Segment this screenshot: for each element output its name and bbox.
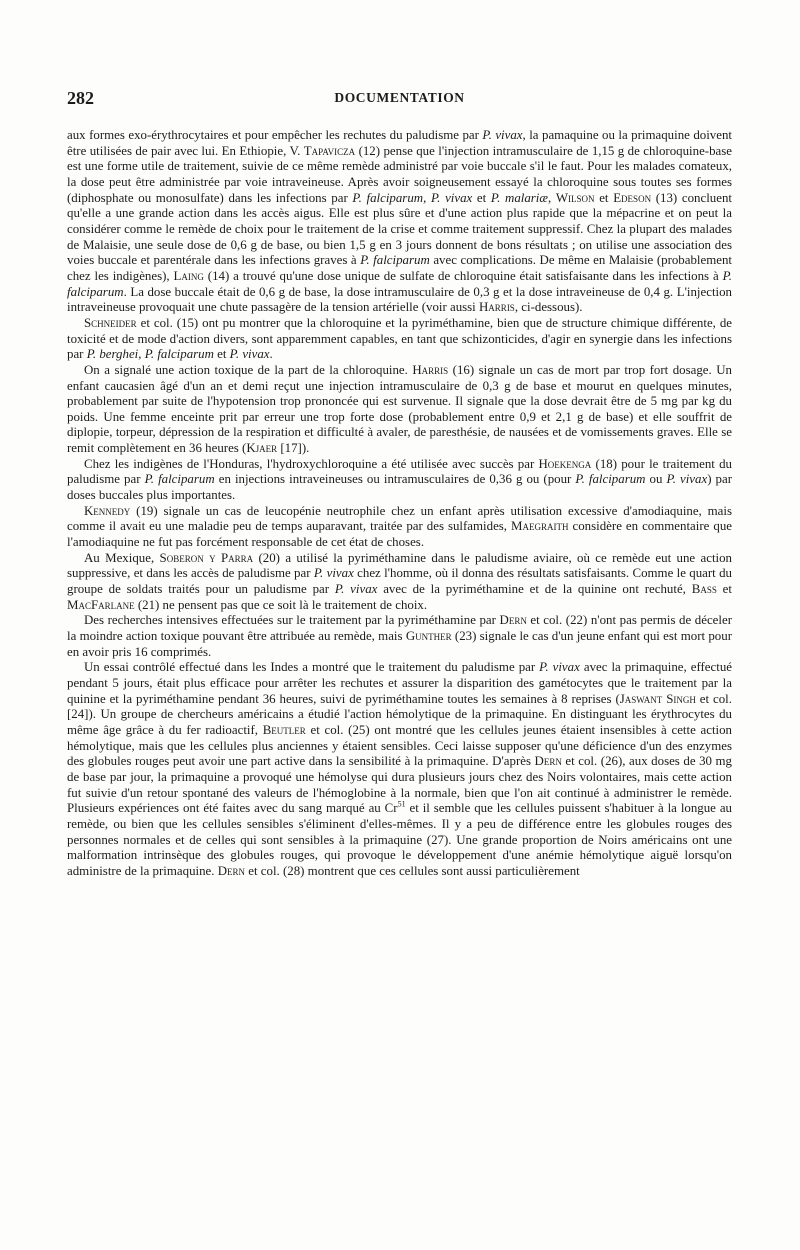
- text-run: On a signalé une action toxique de la part de la chloroquine.: [84, 362, 413, 377]
- page-header: [67, 88, 732, 112]
- author-name: Gunther: [405, 629, 452, 643]
- author-name: Kennedy: [84, 503, 131, 518]
- page-number: 282: [67, 88, 94, 108]
- text-run: avec complications. De même en Malaisie (probablement chez les indigènes),: [67, 253, 732, 283]
- text-run: et col. (22) n'ont pas permis de déceler la moindre action toxique pouvant être attribuée au remède, mais: [67, 613, 732, 643]
- text-run: avec la primaquine, effectué pendant 5 jours, était plus efficace pour arrêter les rechutes et assurer la disparition des gamétocytes que le traitement par la quinine et la pyriméthamine pendant 36 heures, suivi de pyriméthamine toutes les semaines à 8 reprises (: [67, 660, 733, 706]
- text-run: Chez les indigènes de l'Honduras, l'hydroxychloroquine a été utilisée avec succès par: [84, 456, 539, 471]
- text-run: Un essai contrôlé effectué dans les Indes a montré que le traitement du paludisme par: [84, 660, 540, 675]
- text-run: ou: [645, 472, 667, 487]
- author-name: Harris: [412, 362, 449, 377]
- author-name: Dern: [499, 613, 527, 628]
- text-run: Des recherches intensives effectuées sur le traitement par la pyriméthamine par: [84, 613, 500, 628]
- author-name: Kjaer: [246, 441, 278, 456]
- italic-text: P. falciparum: [67, 268, 732, 299]
- italic-text: P. falciparum, P. vivax: [352, 190, 473, 205]
- text-run: (21) ne pensent pas que ce soit là le traitement de choix.: [134, 597, 428, 612]
- text-run: et: [594, 190, 614, 205]
- text-run: Au Mexique,: [84, 550, 160, 565]
- italic-text: P. vivax: [666, 472, 708, 487]
- author-name: Harris: [479, 300, 515, 315]
- italic-text: P. vivax: [539, 660, 580, 675]
- text-run: et: [472, 190, 491, 205]
- text-run: (12) pense que l'injection intramusculaire de 1,15 g de chloroquine-base est une forme utile de traitement, suivie de ce même remède administré par voie buccale s'il le faut. Pour les malades comateux, la dose peut être administrée par voie intraveineuse. Après avoir soigneusement essayé la chloroquine sous toutes ses formes (diphosphate ou monosulfate) dans les infections par: [67, 143, 732, 205]
- text-run: et: [213, 347, 230, 362]
- text-run: et col. (25) ont montré que les cellules jeunes étaient insensibles à cette action hémolytique, mais que les cellules plus anciennes y étaient sensibles. Ceci laisse supposer qu'une déficience d'un des enzymes des globules rouges peut avoir une part active dans la sensibilité à la primaquine. D'après: [67, 722, 733, 769]
- italic-text: P. falciparum: [360, 253, 430, 268]
- text-run: (19) signale un cas de leucopénie neutrophile chez un enfant après utilisation excessive d'amodiaquine, mais comme il avait eu une maladie peu de temps auparavant, traitée par des sulfamides,: [67, 503, 732, 534]
- superscript: 51: [397, 799, 406, 809]
- author-name: Wilson: [555, 190, 595, 205]
- text-run: et: [716, 582, 732, 597]
- paragraph: [67, 660, 732, 879]
- author-name: Jaswant Singh: [619, 691, 696, 706]
- paragraph: [67, 363, 732, 457]
- text-run: en injections intraveineuses ou intramusculaires de 0,36 g ou (pour: [214, 472, 576, 487]
- author-name: Schneider: [84, 315, 137, 330]
- author-name: Soberon y Parra: [159, 550, 254, 565]
- text-run: (16) signale un cas de mort par trop fort dosage. Un enfant caucasien âgé d'un an et demi reçut une injection intramusculaire de 0,3 g de base et mourut en quelques minutes, probablement par suite de l'hypotension trop prononcée qui est survenue. Il signale que la dose devrait être de 5 mg par kg du poids. Une femme enceinte prit par erreur une trop forte dose (probablement entre 0,9 et 2,1 g de base) et elle souffrit de diplopie, torpeur, dépression de la respiration et difficulté à avaler, de paresthésie, de nausées et de vomissements graves. Elle se remit complètement en 36 heures (: [67, 362, 732, 456]
- italic-text: P. vivax: [482, 128, 523, 142]
- author-name: Maegraith: [511, 519, 569, 534]
- text-run: (23) signale le cas d'un jeune enfant qui est mort pour en avoir pris 16 comprimés.: [67, 629, 732, 659]
- author-name: Tapavicza: [303, 143, 356, 158]
- text-run: et il semble que les cellules puissent s'habituer à la longue au remède, ou bien que les cellules sensibles s'éliminent d'elles-mêmes. Il y a peu de différence entre les globules rouges des personnes normales et de celles qui sont sensibles à la primaquine (27). Une grande proportion de Noirs américains ont une malformation intrinsèque des globules rouges, qui provoque le développement d'une anémie hémolytique aiguë lorsqu'on administre de la primaquine.: [67, 801, 732, 878]
- body-text: [67, 128, 732, 880]
- italic-text: P. malariæ: [490, 190, 548, 205]
- paragraph: [67, 316, 732, 363]
- text-run: aux formes exo-érythrocytaires et pour empêcher les rechutes du paludisme par: [67, 128, 483, 142]
- text-run: , ci-dessous).: [514, 300, 583, 315]
- paragraph: [67, 613, 732, 660]
- text-run: (14) a trouvé qu'une dose unique de sulfate de chloroquine était satisfaisante dans les infections à: [203, 268, 723, 283]
- author-name: Hoekenga: [538, 456, 592, 471]
- text-run: . La dose buccale était de 0,6 g de base, la dose intramusculaire de 0,3 g et la dose intraveineuse de 0,4 g. L'injection intraveineuse provoquait une chute passagère de la tension artérielle (voir aussi: [67, 284, 732, 315]
- italic-text: P. falciparum: [144, 472, 215, 487]
- italic-text: P. vivax: [229, 347, 270, 362]
- author-name: Edeson: [613, 190, 652, 205]
- paragraph: [67, 551, 732, 614]
- italic-text: P. vivax: [313, 566, 354, 581]
- text-run: ,: [547, 190, 556, 205]
- author-name: Bass: [691, 582, 717, 597]
- author-name: Beutler: [262, 722, 306, 737]
- text-run: .: [269, 347, 273, 362]
- italic-text: P. berghei, P. falciparum: [86, 347, 214, 362]
- author-name: MacFarlane: [67, 597, 135, 612]
- text-run: , la pamaquine ou la primaquine doivent être utilisées de pair avec lui. En Ethiopie, V.: [67, 128, 732, 158]
- text-run: ) par doses buccales plus importantes.: [67, 472, 732, 503]
- text-run: [17]).: [277, 441, 310, 456]
- author-name: Laing: [173, 268, 204, 283]
- italic-text: P. vivax: [334, 582, 378, 597]
- text-run: et col. [24]). Un groupe de chercheurs américains a étudié l'action hémolytique de la primaquine. En distinguant les érythrocytes du même âge grâce à du fer radioactif,: [67, 691, 732, 737]
- paragraph: [67, 504, 732, 551]
- text-run: chez l'homme, où il donna des résultats satisfaisants. Comme le quart du groupe de soldats traités pour un paludisme par: [67, 566, 732, 597]
- paragraph: [67, 128, 732, 316]
- author-name: Dern: [534, 754, 562, 769]
- text-run: (18) pour le traitement du paludisme par: [67, 456, 732, 487]
- text-run: avec de la pyriméthamine et de la quinine ont rechuté,: [377, 582, 692, 597]
- text-run: et col. (26), aux doses de 30 mg de base par jour, la primaquine a provoqué une hémolyse qui dura plusieurs jours chez des Noirs volontaires, mais cette action fut suivie d'un retour spontané des valeurs de l'hémoglobine à la normale, bien que l'on ait continué à administrer le remède. Plusieurs expériences ont été faites avec du sang marqué au Cr: [67, 754, 732, 816]
- author-name: Dern: [217, 863, 246, 878]
- paragraph: [67, 457, 732, 504]
- text-run: (13) concluent qu'elle a une grande action dans les accès aigus. Elle est plus sûre et d'une action plus rapide que la mépacrine et on peut la considérer comme le remède de choix pour le traitement de la crise et comme traitement suppressif. Chez la plupart des malades de Malaisie, une seule dose de 0,6 g de base, ou bien 1,5 g en 3 jours donnent de bons résultats ; on utilise une association des voies buccale et parentérale dans les infections graves à: [67, 190, 732, 268]
- running-title: DOCUMENTATION: [334, 90, 465, 105]
- text-run: et col. (15) ont pu montrer que la chloroquine et la pyriméthamine, bien que de structure chimique différente, de toxicité et de mode d'action divers, sont apparemment capables, en tant que schizonticides, d'agir en synergie dans les infections par: [67, 315, 732, 362]
- text-run: considère en commentaire que l'amodiaquine ne fut pas forcément responsable de cet état de choses.: [67, 519, 732, 550]
- italic-text: P. falciparum: [575, 472, 646, 487]
- text-run: (20) a utilisé la pyriméthamine dans le paludisme aviaire, où ce remède eut une action suppressive, et dans les accès de paludisme par: [67, 550, 732, 581]
- text-run: et col. (28) montrent que ces cellules sont aussi particulièrement: [245, 863, 580, 878]
